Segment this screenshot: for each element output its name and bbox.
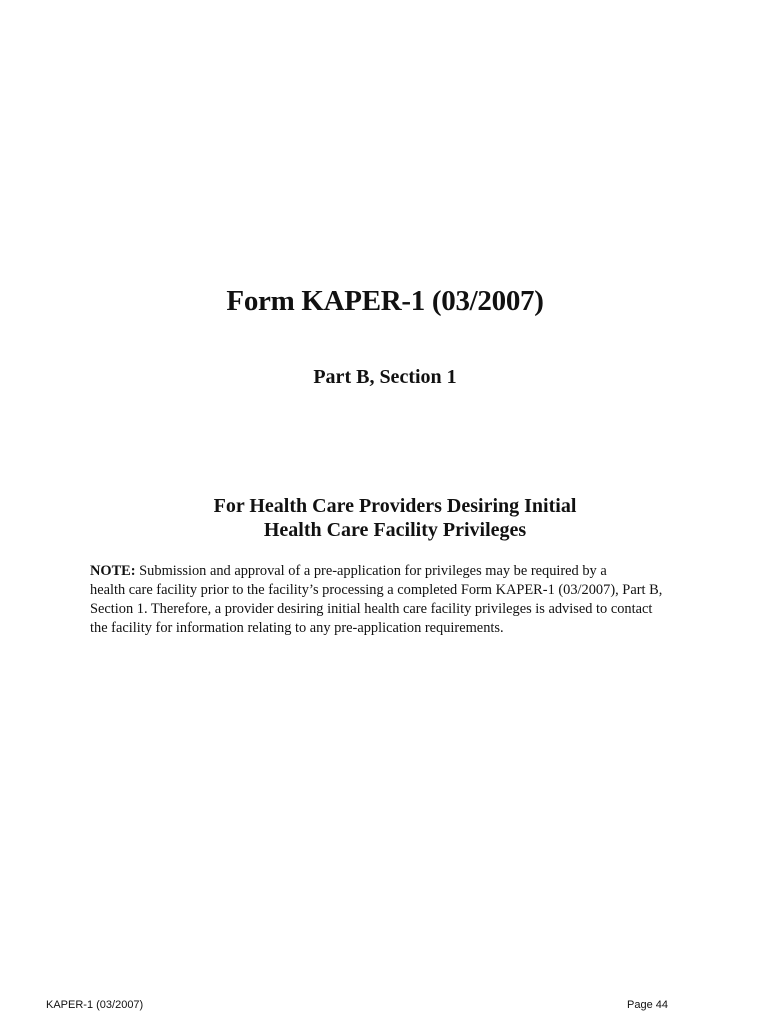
note-line-1-text: Submission and approval of a pre-application for privileges may be required by a bbox=[135, 563, 607, 579]
note-line-2: health care facility prior to the facility’s processing a completed Form KAPER-1 (03/2007), Part B, bbox=[90, 582, 663, 598]
purpose-heading-line-1: For Health Care Providers Desiring Initial bbox=[213, 495, 577, 517]
purpose-heading bbox=[0, 494, 770, 542]
footer-page-number: Page 44 bbox=[627, 999, 668, 1011]
form-title: Form KAPER-1 (03/2007) bbox=[226, 285, 544, 317]
note-line-4: the facility for information relating to any pre-application requirements. bbox=[90, 620, 504, 636]
footer-form-id: KAPER-1 (03/2007) bbox=[46, 999, 144, 1011]
note-paragraph bbox=[90, 562, 710, 638]
purpose-heading-line-2: Health Care Facility Privileges bbox=[263, 519, 527, 541]
note-line-3: Section 1. Therefore, a provider desiring initial health care facility privileges is advised to contact bbox=[90, 601, 653, 617]
note-line-1 bbox=[90, 562, 710, 581]
note-label: NOTE: bbox=[90, 563, 136, 579]
section-title: Part B, Section 1 bbox=[313, 366, 457, 388]
